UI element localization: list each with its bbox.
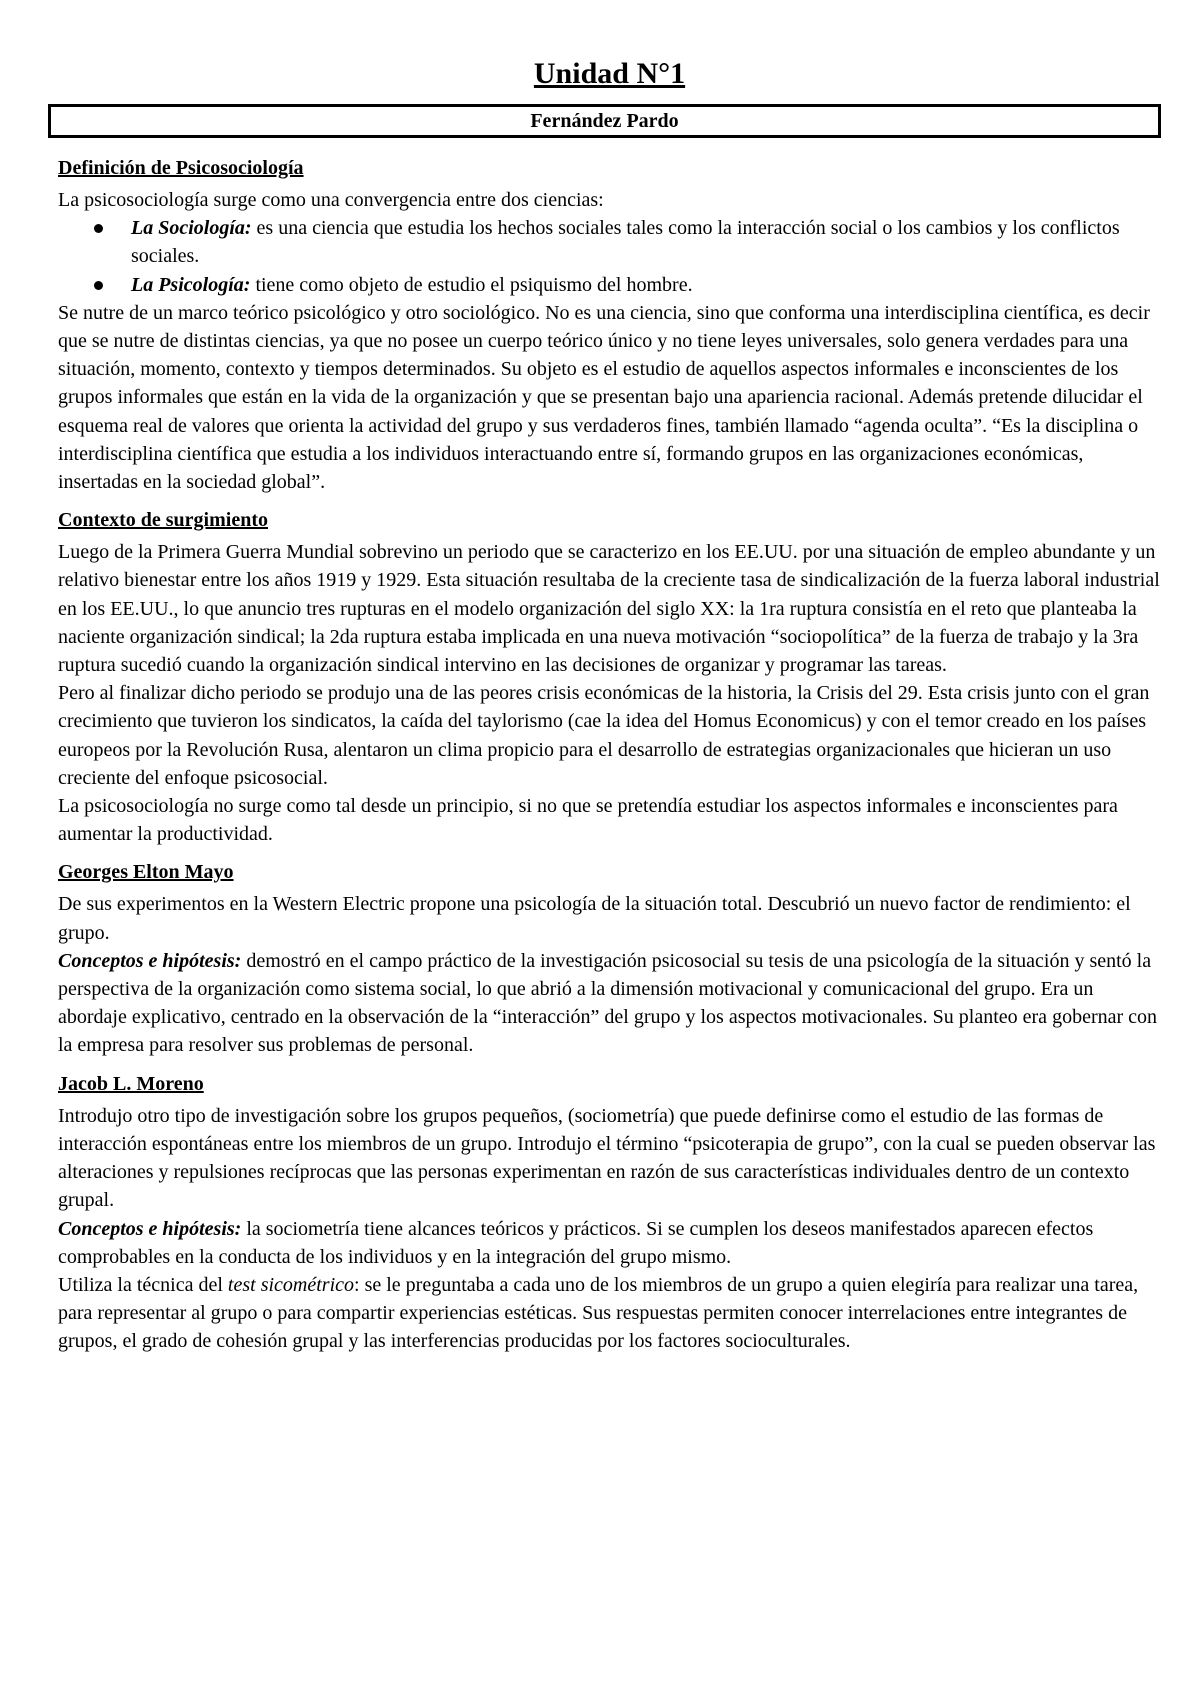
paragraph: Se nutre de un marco teórico psicológico y otro sociológico. No es una ciencia, sino que conforma una interdisciplina científica, es decir que se nutre de distintas ciencias, ya que no posee un cuerpo teórico único y no tiene leyes universales, solo genera verdades para una situación, momento, contexto y tiempos determinados. Su objeto es el estudio de aquellos aspectos informales e inconscientes de los grupos informales que están en la vida de la organización y que se presentan bajo una apariencia racional. Además pretende dilucidar el esquema real de valores que orienta la actividad del grupo y sus verdaderos fines, también llamado “agenda oculta”. “Es la disciplina o interdisciplina científica que estudia a los individuos interactuando entre sí, formando grupos en las organizaciones económicas, insertadas en la sociedad global”. [58,301,1150,494]
section-moreno [58,1070,1161,1356]
concept-label: Conceptos e hipótesis: [58,949,242,972]
paragraph: Pero al finalizar dicho periodo se produjo una de las peores crisis económicas de la historia, la Crisis del 29. Esta crisis junto con el gran crecimiento que tuvieron los sindicatos, la caída del taylorismo (cae la idea del Homus Economicus) y con el temor creado en los países europeos por la Revolución Rusa, alentaron un clima propicio para el desarrollo de estrategias organizacionales que hicieran un uso creciente del enfoque psicosocial. [58,682,1150,789]
term-text: tiene como objeto de estudio el psiquismo del hombre. [250,273,693,296]
list-item [58,214,1161,270]
term-label: La Psicología: [131,273,251,296]
paragraph [58,1215,1161,1271]
section-contexto [58,506,1161,848]
paragraph: La psicosociología surge como una convergencia entre dos ciencias: [58,189,604,211]
paragraph [58,947,1161,1060]
concept-text: la sociometría tiene alcances teóricos y prácticos. Si se cumplen los deseos manifestados aparecen efectos comprobables en la conducta de los individuos y en la integración del grupo mismo. [58,1217,1094,1268]
section-heading: Definición de Psicosociología [58,157,304,179]
paragraph [58,1271,1161,1356]
section-heading: Georges Elton Mayo [58,861,234,884]
paragraph: La psicosociología no surge como tal desde un principio, si no que se pretendía estudiar los aspectos informales e inconscientes para aumentar la productividad. [58,795,1118,846]
concept-label: Conceptos e hipótesis: [58,1217,242,1240]
list-item [58,271,1161,299]
bullet-icon [94,224,103,233]
italic-term: test sicométrico [227,1273,355,1296]
section-heading: Jacob L. Moreno [58,1072,204,1095]
text-run: Utiliza la técnica del [58,1273,228,1296]
section-heading: Contexto de surgimiento [58,509,268,532]
bullet-icon [94,281,103,290]
term-text: es una ciencia que estudia los hechos sociales tales como la interacción social o los cambios y los conflictos sociales. [131,217,1120,268]
paragraph: De sus experimentos en la Western Electric propone una psicología de la situación total. Descubrió un nuevo factor de rendimiento: el grupo. [58,893,1131,944]
concept-text: demostró en el campo práctico de la investigación psicosocial su tesis de una psicología de la situación y sentó la perspectiva de la organización como sistema social, lo que abrió a la dimensión motivacional y comunicacional del grupo. Era un abordaje explicativo, centrado en la observación de la “interacción” del grupo y los aspectos motivacionales. Su planteo era gobernar con la empresa para resolver sus problemas de personal. [58,949,1158,1057]
document-page [58,56,1161,1366]
section-mayo [58,858,1161,1059]
page-title: Unidad N°1 [533,57,686,90]
paragraph: Introdujo otro tipo de investigación sobre los grupos pequeños, (sociometría) que puede definirse como el estudio de las formas de interacción espontáneas entre los miembros de un grupo. Introdujo el término “psicoterapia de grupo”, con la cual se pueden observar las alteraciones y repulsiones recíprocas que las personas experimentan en razón de sus características individuales dentro de un contexto grupal. [58,1104,1156,1212]
bullet-list [58,214,1161,299]
section-definicion [58,154,1161,496]
term-label: La Sociología: [131,217,252,240]
text-run: : se le preguntaba a cada uno de los miembros de un grupo a quien elegiría para realizar una tarea, para representar al grupo o para compartir experiencias estéticas. Sus respuestas permiten conocer interrelaciones entre integrantes de grupos, el grado de cohesión grupal y las interferencias producidas por los factores socioculturales. [58,1273,1139,1353]
author-box: Fernández Pardo [48,104,1161,138]
paragraph: Luego de la Primera Guerra Mundial sobrevino un periodo que se caracterizo en los EE.UU. por una situación de empleo abundante y un relativo bienestar entre los años 1919 y 1929. Esta situación resultaba de la creciente tasa de sindicalización de la fuerza laboral industrial en los EE.UU., lo que anuncio tres rupturas en el modelo organización del siglo XX: la 1ra ruptura consistía en el reto que planteaba la naciente organización sindical; la 2da ruptura estaba implicada en una nueva motivación “sociopolítica” de la fuerza de trabajo y la 3ra ruptura sucedió cuando la organización sindical intervino en las decisiones de organizar y programar las tareas. [58,541,1160,677]
